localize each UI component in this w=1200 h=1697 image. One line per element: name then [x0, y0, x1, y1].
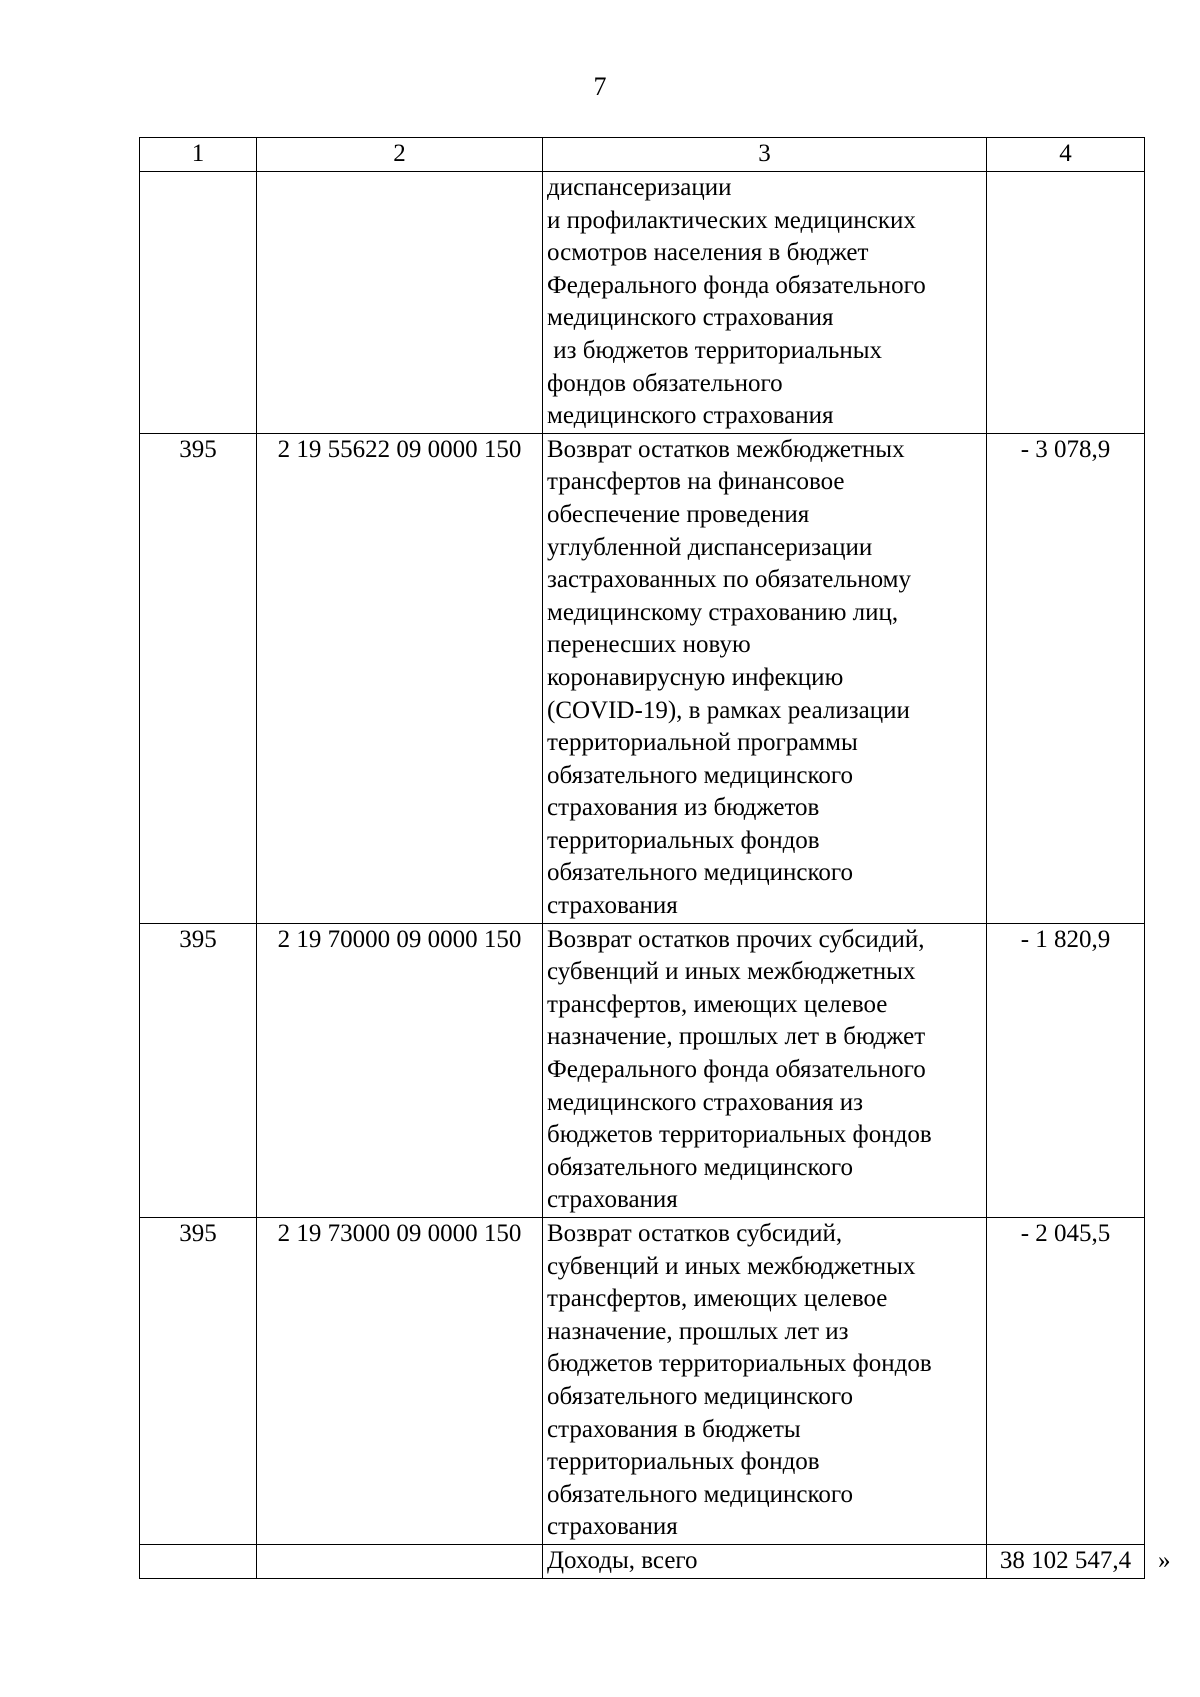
description-line: бюджетов территориальных фондов [547, 1121, 932, 1149]
description-line: территориальной программы [547, 729, 858, 757]
admin-code-cell [140, 1544, 257, 1578]
description-cell [543, 433, 987, 923]
description-line: фондов обязательного [547, 369, 783, 397]
total-label: Доходы, всего [543, 1544, 987, 1578]
description-line: страхования [547, 1513, 678, 1541]
header-col-3: 3 [543, 138, 987, 172]
table-row [140, 1218, 1145, 1545]
description-line: обязательного медицинского [547, 859, 854, 887]
description-line: Федерального фонда обязательного [547, 1056, 926, 1084]
kbk-cell: 2 19 73000 09 0000 150 [257, 1218, 543, 1545]
description-line: углубленной диспансеризации [547, 533, 873, 561]
description-cell [543, 1218, 987, 1545]
description-line: страхования [547, 892, 678, 920]
description-cell [543, 923, 987, 1217]
revenue-table [139, 137, 1145, 1579]
description-line: трансфертов, имеющих целевое [547, 1285, 888, 1313]
description-line: коронавирусную инфекцию [547, 663, 844, 691]
page-number: 7 [593, 72, 607, 101]
table-row [140, 433, 1145, 923]
description-line: из бюджетов территориальных [547, 336, 883, 364]
description-line: обязательного медицинского [547, 1153, 854, 1181]
description-line: страхования [547, 1186, 678, 1214]
amount-cell [987, 172, 1145, 434]
description-line: обязательного медицинского [547, 761, 854, 789]
description-line: обязательного медицинского [547, 1382, 854, 1410]
description-line: субвенций и иных межбюджетных [547, 958, 916, 986]
description-line: страхования в бюджеты [547, 1415, 801, 1443]
description-line: назначение, прошлых лет в бюджет [547, 1023, 926, 1051]
description-line: субвенций и иных межбюджетных [547, 1252, 916, 1280]
kbk-cell: 2 19 70000 09 0000 150 [257, 923, 543, 1217]
table-total-row [140, 1544, 1145, 1578]
description-line: бюджетов территориальных фондов [547, 1350, 932, 1378]
admin-code-cell [140, 172, 257, 434]
description-line: территориальных фондов [547, 1448, 820, 1476]
description-line: трансфертов, имеющих целевое [547, 990, 888, 1018]
description-line: Возврат остатков прочих субсидий, [547, 925, 925, 953]
description-line: назначение, прошлых лет из [547, 1317, 849, 1345]
description-line: диспансеризации [547, 174, 732, 201]
header-col-1: 1 [140, 138, 257, 172]
description-line: медицинскому страхованию лиц, [547, 598, 899, 626]
description-line: Возврат остатков межбюджетных [547, 435, 905, 463]
amount-cell: - 2 045,5 [987, 1218, 1145, 1545]
description-line: и профилактических медицинских [547, 206, 916, 234]
description-line: медицинского страхования [547, 304, 834, 332]
description-line: (COVID-19), в рамках реализации [547, 696, 910, 724]
description-line: территориальных фондов [547, 826, 820, 854]
description-line: обеспечение проведения [547, 500, 810, 528]
table-row [140, 923, 1145, 1217]
admin-code-cell: 395 [140, 923, 257, 1217]
description-line: осмотров населения в бюджет [547, 239, 869, 267]
table-header-row [140, 138, 1145, 172]
header-col-4: 4 [987, 138, 1145, 172]
description-line: трансфертов на финансовое [547, 468, 845, 496]
closing-quote: » [1158, 1547, 1171, 1574]
description-line: перенесших новую [547, 631, 751, 659]
description-line: медицинского страхования из [547, 1088, 863, 1116]
description-line: застрахованных по обязательному [547, 566, 911, 594]
table-row-continuation [140, 172, 1145, 434]
description-line: медицинского страхования [547, 402, 834, 430]
amount-cell: - 1 820,9 [987, 923, 1145, 1217]
kbk-cell [257, 172, 543, 434]
header-col-2: 2 [257, 138, 543, 172]
kbk-cell: 2 19 55622 09 0000 150 [257, 433, 543, 923]
amount-cell: - 3 078,9 [987, 433, 1145, 923]
description-line: Федерального фонда обязательного [547, 271, 926, 299]
description-line: обязательного медицинского [547, 1480, 854, 1508]
description-line: Возврат остатков субсидий, [547, 1220, 843, 1247]
description-line: страхования из бюджетов [547, 794, 820, 822]
admin-code-cell: 395 [140, 433, 257, 923]
description-cell [543, 172, 987, 434]
total-amount: 38 102 547,4 [987, 1544, 1145, 1578]
kbk-cell [257, 1544, 543, 1578]
admin-code-cell: 395 [140, 1218, 257, 1545]
